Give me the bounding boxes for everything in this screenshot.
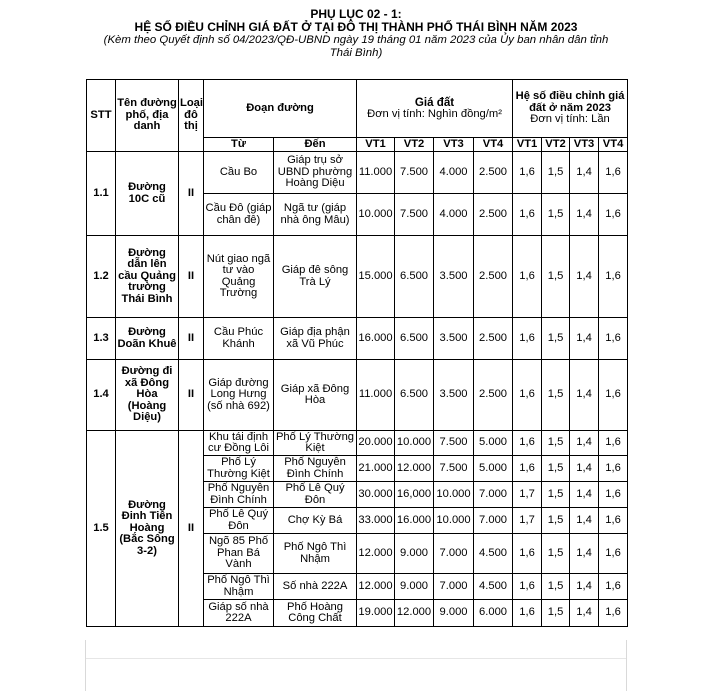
cell-price-vt2: 6.500 xyxy=(395,318,434,360)
cell-price-vt2: 6.500 xyxy=(395,236,434,318)
header-coefficient-unit: Đơn vị tính: Lần xyxy=(530,113,610,126)
header-price-vt4: VT4 xyxy=(474,138,513,152)
cell-price-vt1: 10.000 xyxy=(357,194,395,236)
cell-from: Khu tái định cư Đồng Lôi xyxy=(204,431,274,456)
row-urban-type: II xyxy=(179,431,204,627)
cell-price-vt1: 20.000 xyxy=(357,431,395,456)
row-street-name: Đường dẫn lên cầu Quảng trường Thái Bình xyxy=(116,236,179,318)
cell-price-vt2: 16.000 xyxy=(395,508,434,534)
row-street-name: Đường 10C cũ xyxy=(116,152,179,236)
cell-coef-vt2: 1,5 xyxy=(542,318,570,360)
cell-coef-vt4: 1,6 xyxy=(599,534,628,574)
cell-coef-vt4: 1,6 xyxy=(599,194,628,236)
cell-price-vt4: 4.500 xyxy=(474,534,513,574)
page-margin-guide-bottom xyxy=(86,658,626,659)
cell-price-vt4: 6.000 xyxy=(474,600,513,627)
cell-from: Giáp số nhà 222A xyxy=(204,600,274,627)
cell-coef-vt1: 1,6 xyxy=(513,574,542,600)
cell-to: Phố Ngô Thì Nhậm xyxy=(274,534,357,574)
cell-price-vt4: 5.000 xyxy=(474,431,513,456)
row-urban-type: II xyxy=(179,360,204,431)
cell-coef-vt2: 1,5 xyxy=(542,482,570,508)
cell-to: Số nhà 222A xyxy=(274,574,357,600)
cell-coef-vt1: 1,6 xyxy=(513,431,542,456)
cell-from: Giáp đường Long Hưng (số nhà 692) xyxy=(204,360,274,431)
cell-from: Cầu Bo xyxy=(204,152,274,194)
cell-price-vt2: 16,000 xyxy=(395,482,434,508)
table-row xyxy=(87,360,628,431)
header-coef-vt1: VT1 xyxy=(513,138,542,152)
cell-to: Giáp đê sông Trà Lý xyxy=(274,236,357,318)
decision-reference: (Kèm theo Quyết định số 04/2023/QĐ-UBND ngày 19 tháng 01 năm 2023 của Ủy ban nhân dân tỉnh xyxy=(103,34,609,46)
cell-price-vt1: 19.000 xyxy=(357,600,395,627)
header-land-price-unit: Đơn vị tính: Nghìn đồng/m² xyxy=(367,107,502,120)
cell-coef-vt1: 1,6 xyxy=(513,318,542,360)
row-stt: 1.5 xyxy=(87,431,116,627)
cell-coef-vt3: 1,4 xyxy=(570,508,599,534)
cell-coef-vt4: 1,6 xyxy=(599,482,628,508)
cell-from: Phố Nguyễn Đình Chính xyxy=(204,482,274,508)
cell-coef-vt2: 1,5 xyxy=(542,152,570,194)
row-street-name: Đường Doãn Khuê xyxy=(116,318,179,360)
cell-price-vt4: 7.000 xyxy=(474,508,513,534)
cell-price-vt2: 7.500 xyxy=(395,152,434,194)
cell-coef-vt4: 1,6 xyxy=(599,431,628,456)
cell-coef-vt1: 1,6 xyxy=(513,360,542,431)
cell-coef-vt4: 1,6 xyxy=(599,508,628,534)
cell-from: Phố Lê Quý Đôn xyxy=(204,508,274,534)
cell-from: Phố Ngô Thì Nhậm xyxy=(204,574,274,600)
cell-price-vt1: 12.000 xyxy=(357,534,395,574)
header-coef-vt3: VT3 xyxy=(570,138,599,152)
header-coefficient xyxy=(513,80,628,138)
document-title: HỆ SỐ ĐIỀU CHỈNH GIÁ ĐẤT Ở TẠI ĐÔ THỊ THÀNH PHỐ THÁI BÌNH NĂM 2023 xyxy=(134,20,578,34)
cell-price-vt4: 2.500 xyxy=(474,360,513,431)
cell-from: Phố Lý Thường Kiệt xyxy=(204,456,274,482)
header-row-1 xyxy=(87,80,628,138)
cell-coef-vt3: 1,4 xyxy=(570,600,599,627)
cell-coef-vt2: 1,5 xyxy=(542,574,570,600)
cell-coef-vt2: 1,5 xyxy=(542,600,570,627)
cell-to: Giáp địa phận xã Vũ Phúc xyxy=(274,318,357,360)
header-from: Từ xyxy=(204,138,274,152)
cell-coef-vt2: 1,5 xyxy=(542,360,570,431)
cell-coef-vt3: 1,4 xyxy=(570,482,599,508)
row-stt: 1.3 xyxy=(87,318,116,360)
cell-price-vt1: 15.000 xyxy=(357,236,395,318)
cell-price-vt4: 2.500 xyxy=(474,194,513,236)
cell-price-vt4: 4.500 xyxy=(474,574,513,600)
cell-price-vt1: 33.000 xyxy=(357,508,395,534)
cell-price-vt2: 10.000 xyxy=(395,431,434,456)
cell-price-vt2: 12.000 xyxy=(395,456,434,482)
cell-from: Nút giao ngã tư vào Quảng Trường xyxy=(204,236,274,318)
header-to: Đến xyxy=(274,138,357,152)
cell-coef-vt2: 1,5 xyxy=(542,534,570,574)
cell-coef-vt4: 1,6 xyxy=(599,456,628,482)
cell-coef-vt3: 1,4 xyxy=(570,574,599,600)
decision-reference-cont: Thái Bình) xyxy=(329,47,383,59)
page-margin-guide-right xyxy=(626,640,627,691)
row-street-name: Đường Đinh Tiên Hoàng (Bắc Sông 3-2) xyxy=(116,431,179,627)
cell-coef-vt1: 1,7 xyxy=(513,508,542,534)
cell-price-vt3: 7.000 xyxy=(434,574,474,600)
header-segment: Đoạn đường xyxy=(204,80,357,138)
cell-price-vt3: 7.500 xyxy=(434,456,474,482)
cell-coef-vt1: 1,6 xyxy=(513,194,542,236)
cell-to: Giáp xã Đông Hòa xyxy=(274,360,357,431)
header-price-vt1: VT1 xyxy=(357,138,395,152)
cell-coef-vt1: 1,7 xyxy=(513,482,542,508)
cell-price-vt3: 10.000 xyxy=(434,482,474,508)
cell-coef-vt3: 1,4 xyxy=(570,236,599,318)
cell-price-vt1: 16.000 xyxy=(357,318,395,360)
cell-coef-vt2: 1,5 xyxy=(542,456,570,482)
cell-coef-vt2: 1,5 xyxy=(542,236,570,318)
page-margin-guide-left xyxy=(85,640,86,691)
row-stt: 1.4 xyxy=(87,360,116,431)
cell-coef-vt4: 1,6 xyxy=(599,574,628,600)
cell-price-vt4: 7.000 xyxy=(474,482,513,508)
cell-coef-vt3: 1,4 xyxy=(570,456,599,482)
cell-price-vt4: 2.500 xyxy=(474,318,513,360)
cell-coef-vt3: 1,4 xyxy=(570,318,599,360)
cell-coef-vt3: 1,4 xyxy=(570,534,599,574)
cell-price-vt2: 9.000 xyxy=(395,574,434,600)
cell-to: Ngã tư (giáp nhà ông Mâu) xyxy=(274,194,357,236)
table-body xyxy=(87,152,628,627)
header-coef-vt2: VT2 xyxy=(542,138,570,152)
header-land-price-title: Giá đất xyxy=(414,96,455,110)
row-street-name: Đường đi xã Đông Hòa (Hoàng Diệu) xyxy=(116,360,179,431)
row-urban-type: II xyxy=(179,152,204,236)
cell-to: Phố Hoàng Công Chất xyxy=(274,600,357,627)
cell-price-vt3: 7.000 xyxy=(434,534,474,574)
cell-from: Cầu Đô (giáp chân đê) xyxy=(204,194,274,236)
cell-coef-vt2: 1,5 xyxy=(542,194,570,236)
header-price-vt2: VT2 xyxy=(395,138,434,152)
header-stt: STT xyxy=(87,80,116,152)
cell-price-vt2: 9.000 xyxy=(395,534,434,574)
cell-coef-vt4: 1,6 xyxy=(599,600,628,627)
cell-coef-vt2: 1,5 xyxy=(542,431,570,456)
cell-price-vt2: 7.500 xyxy=(395,194,434,236)
cell-price-vt1: 11.000 xyxy=(357,360,395,431)
cell-coef-vt3: 1,4 xyxy=(570,152,599,194)
table-row xyxy=(87,236,628,318)
table-head xyxy=(87,80,628,152)
table-row xyxy=(87,152,628,194)
row-stt: 1.2 xyxy=(87,236,116,318)
cell-price-vt1: 12.000 xyxy=(357,574,395,600)
header-land-price xyxy=(357,80,513,138)
cell-price-vt2: 12.000 xyxy=(395,600,434,627)
cell-price-vt1: 30.000 xyxy=(357,482,395,508)
appendix-label: PHỤ LỤC 02 - 1: xyxy=(310,7,402,21)
cell-price-vt3: 4.000 xyxy=(434,152,474,194)
cell-to: Giáp trụ sở UBND phường Hoàng Diệu xyxy=(274,152,357,194)
row-urban-type: II xyxy=(179,318,204,360)
cell-to: Phố Lê Quý Đôn xyxy=(274,482,357,508)
row-stt: 1.1 xyxy=(87,152,116,236)
cell-price-vt4: 5.000 xyxy=(474,456,513,482)
cell-coef-vt1: 1,6 xyxy=(513,600,542,627)
cell-price-vt2: 6.500 xyxy=(395,360,434,431)
cell-to: Phố Nguyễn Đình Chính xyxy=(274,456,357,482)
cell-price-vt4: 2.500 xyxy=(474,236,513,318)
cell-to: Chợ Kỳ Bá xyxy=(274,508,357,534)
cell-from: Cầu Phúc Khánh xyxy=(204,318,274,360)
header-price-vt3: VT3 xyxy=(434,138,474,152)
cell-price-vt3: 3.500 xyxy=(434,360,474,431)
cell-coef-vt4: 1,6 xyxy=(599,236,628,318)
table-row xyxy=(87,318,628,360)
cell-price-vt4: 2.500 xyxy=(474,152,513,194)
cell-coef-vt1: 1,6 xyxy=(513,534,542,574)
cell-price-vt1: 11.000 xyxy=(357,152,395,194)
cell-price-vt3: 3.500 xyxy=(434,318,474,360)
header-coefficient-title: Hệ số điều chỉnh giá đất ở năm 2023 xyxy=(515,90,625,114)
cell-to: Phố Lý Thường Kiệt xyxy=(274,431,357,456)
cell-price-vt3: 10.000 xyxy=(434,508,474,534)
cell-coef-vt1: 1,6 xyxy=(513,456,542,482)
cell-from: Ngõ 85 Phố Phan Bá Vành xyxy=(204,534,274,574)
land-price-table xyxy=(86,79,628,627)
cell-price-vt3: 9.000 xyxy=(434,600,474,627)
cell-price-vt1: 21.000 xyxy=(357,456,395,482)
cell-coef-vt3: 1,4 xyxy=(570,431,599,456)
cell-coef-vt3: 1,4 xyxy=(570,360,599,431)
cell-coef-vt1: 1,6 xyxy=(513,152,542,194)
document-header xyxy=(86,8,626,60)
cell-coef-vt1: 1,6 xyxy=(513,236,542,318)
row-urban-type: II xyxy=(179,236,204,318)
cell-coef-vt3: 1,4 xyxy=(570,194,599,236)
cell-coef-vt4: 1,6 xyxy=(599,360,628,431)
header-street-name: Tên đường phố, địa danh xyxy=(116,80,179,152)
header-urban-type: Loại đô thị xyxy=(179,80,204,152)
cell-price-vt3: 4.000 xyxy=(434,194,474,236)
cell-price-vt3: 7.500 xyxy=(434,431,474,456)
cell-coef-vt4: 1,6 xyxy=(599,152,628,194)
table-row xyxy=(87,431,628,456)
cell-coef-vt4: 1,6 xyxy=(599,318,628,360)
cell-coef-vt2: 1,5 xyxy=(542,508,570,534)
cell-price-vt3: 3.500 xyxy=(434,236,474,318)
header-coef-vt4: VT4 xyxy=(599,138,628,152)
